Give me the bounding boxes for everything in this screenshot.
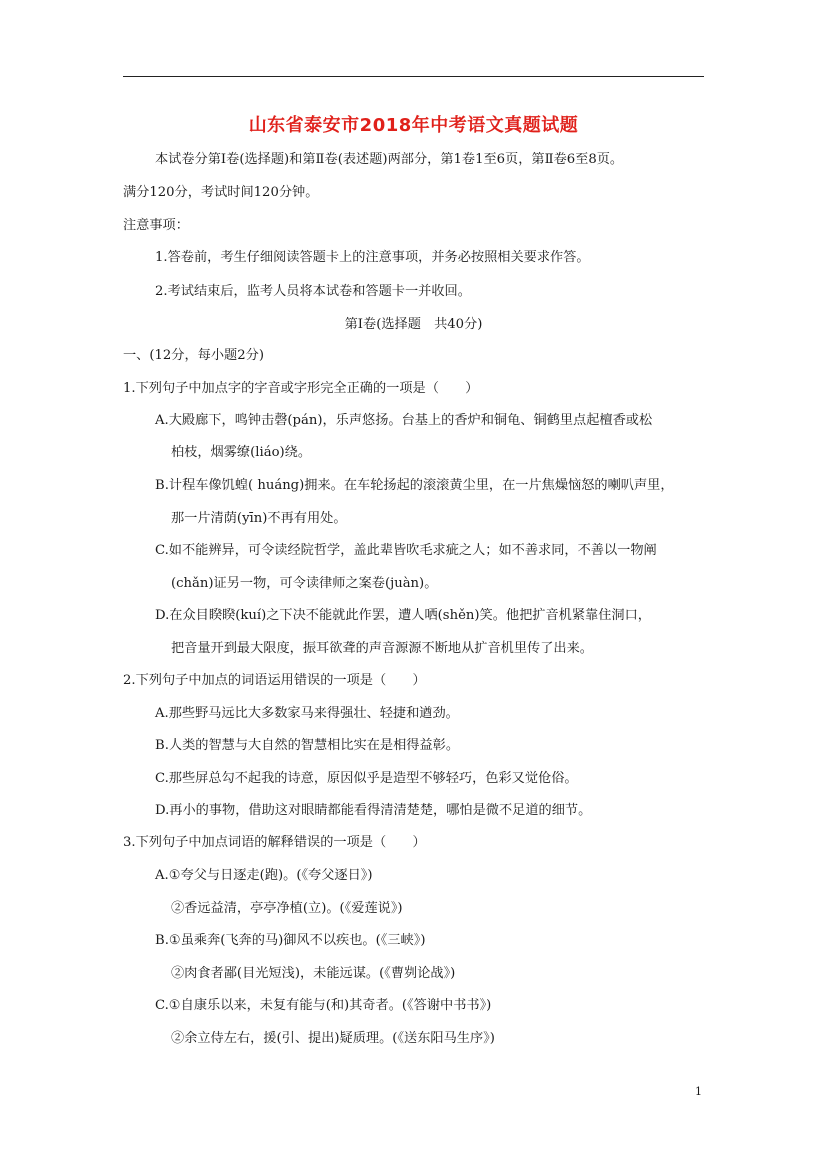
question-3-stem: 3.下列句子中加点词语的解释错误的一项是（ ） (123, 835, 426, 850)
q1-option-b-line-1: B.计程车像饥蝗( huáng)拥来。在车轮扬起的滚滚黄尘里，在一片焦燥恼怒的喇叭声里， (155, 478, 674, 493)
document-title: 山东省泰安市2018年中考语文真题试题 (248, 115, 579, 136)
q2-option-b: B.人类的智慧与大自然的智慧相比实在是相得益彰。 (155, 738, 460, 753)
question-1-stem: 1.下列句子中加点字的字音或字形完全正确的一项是（ ） (123, 381, 479, 396)
q2-option-a: A.那些野马远比大多数家马来得强壮、轻捷和遒劲。 (155, 706, 459, 721)
q3-option-a-2: ②香远益清，亭亭净植(立)。(《爱莲说》) (171, 901, 403, 916)
page-number: 1 (695, 1085, 702, 1098)
notes-item-1: 1.答卷前，考生仔细阅读答题卡上的注意事项，并务必按照相关要求作答。 (155, 250, 590, 265)
q1-option-a-line-1: A.大殿廊下，鸣钟击磬(pán)，乐声悠扬。台基上的香炉和铜龟、铜鹤里点起檀香或松 (155, 413, 653, 428)
q1-option-c-line-2: (chǎn)证另一物，可令读律师之案卷(juàn)。 (171, 576, 438, 591)
intro-line-1: 本试卷分第Ⅰ卷(选择题)和第Ⅱ卷(表述题)两部分，第1卷1至6页，第Ⅱ卷6至8页。 (155, 152, 624, 167)
q2-option-d: D.再小的事物，借助这对眼睛都能看得清清楚楚，哪怕是微不足道的细节。 (155, 803, 592, 818)
q2-option-c: C.那些屏总勾不起我的诗意，原因似乎是造型不够轻巧，色彩又觉伧俗。 (155, 771, 578, 786)
part-heading: 一、(12分，每小题2分) (123, 348, 264, 363)
q1-option-d-line-2: 把音量开到最大限度，振耳欲聋的声音源源不断地从扩音机里传了出来。 (171, 641, 593, 656)
q3-option-b-2: ②肉食者鄙(目光短浅)，未能远谋。(《曹刿论战》) (171, 966, 456, 981)
question-2-stem: 2.下列句子中加点的词语运用错误的一项是（ ） (123, 673, 426, 688)
q1-option-c-line-1: C.如不能辨异，可令读经院哲学，盖此辈皆吹毛求疵之人；如不善求同，不善以一物阐 (155, 543, 657, 558)
section-title: 第Ⅰ卷(选择题 共40分) (344, 317, 483, 332)
intro-line-2: 满分120分，考试时间120分钟。 (123, 185, 319, 200)
q1-option-d-line-1: D.在众目睽睽(kuí)之下决不能就此作罢，遭人哂(shěn)笑。他把扩音机紧靠住洞口， (155, 608, 651, 623)
notes-item-2: 2.考试结束后，监考人员将本试卷和答题卡一并收回。 (155, 284, 471, 299)
q1-option-b-line-2: 那一片清荫(yīn)不再有用处。 (171, 511, 347, 526)
header-rule (123, 76, 704, 77)
q3-option-c-1: C.①自康乐以来，未复有能与(和)其奇者。(《答谢中书书》) (155, 998, 492, 1013)
notes-heading: 注意事项： (123, 218, 189, 233)
q3-option-b-1: B.①虽乘奔(飞奔的马)御风不以疾也。(《三峡》) (155, 933, 426, 948)
q3-option-a-1: A.①夸父与日逐走(跑)。(《夸父逐日》) (155, 868, 373, 883)
q1-option-a-line-2: 柏枝，烟雾缭(liáo)绕。 (171, 445, 312, 460)
q3-option-c-2: ②余立侍左右，援(引、提出)疑质理。(《送东阳马生序》) (171, 1031, 495, 1046)
